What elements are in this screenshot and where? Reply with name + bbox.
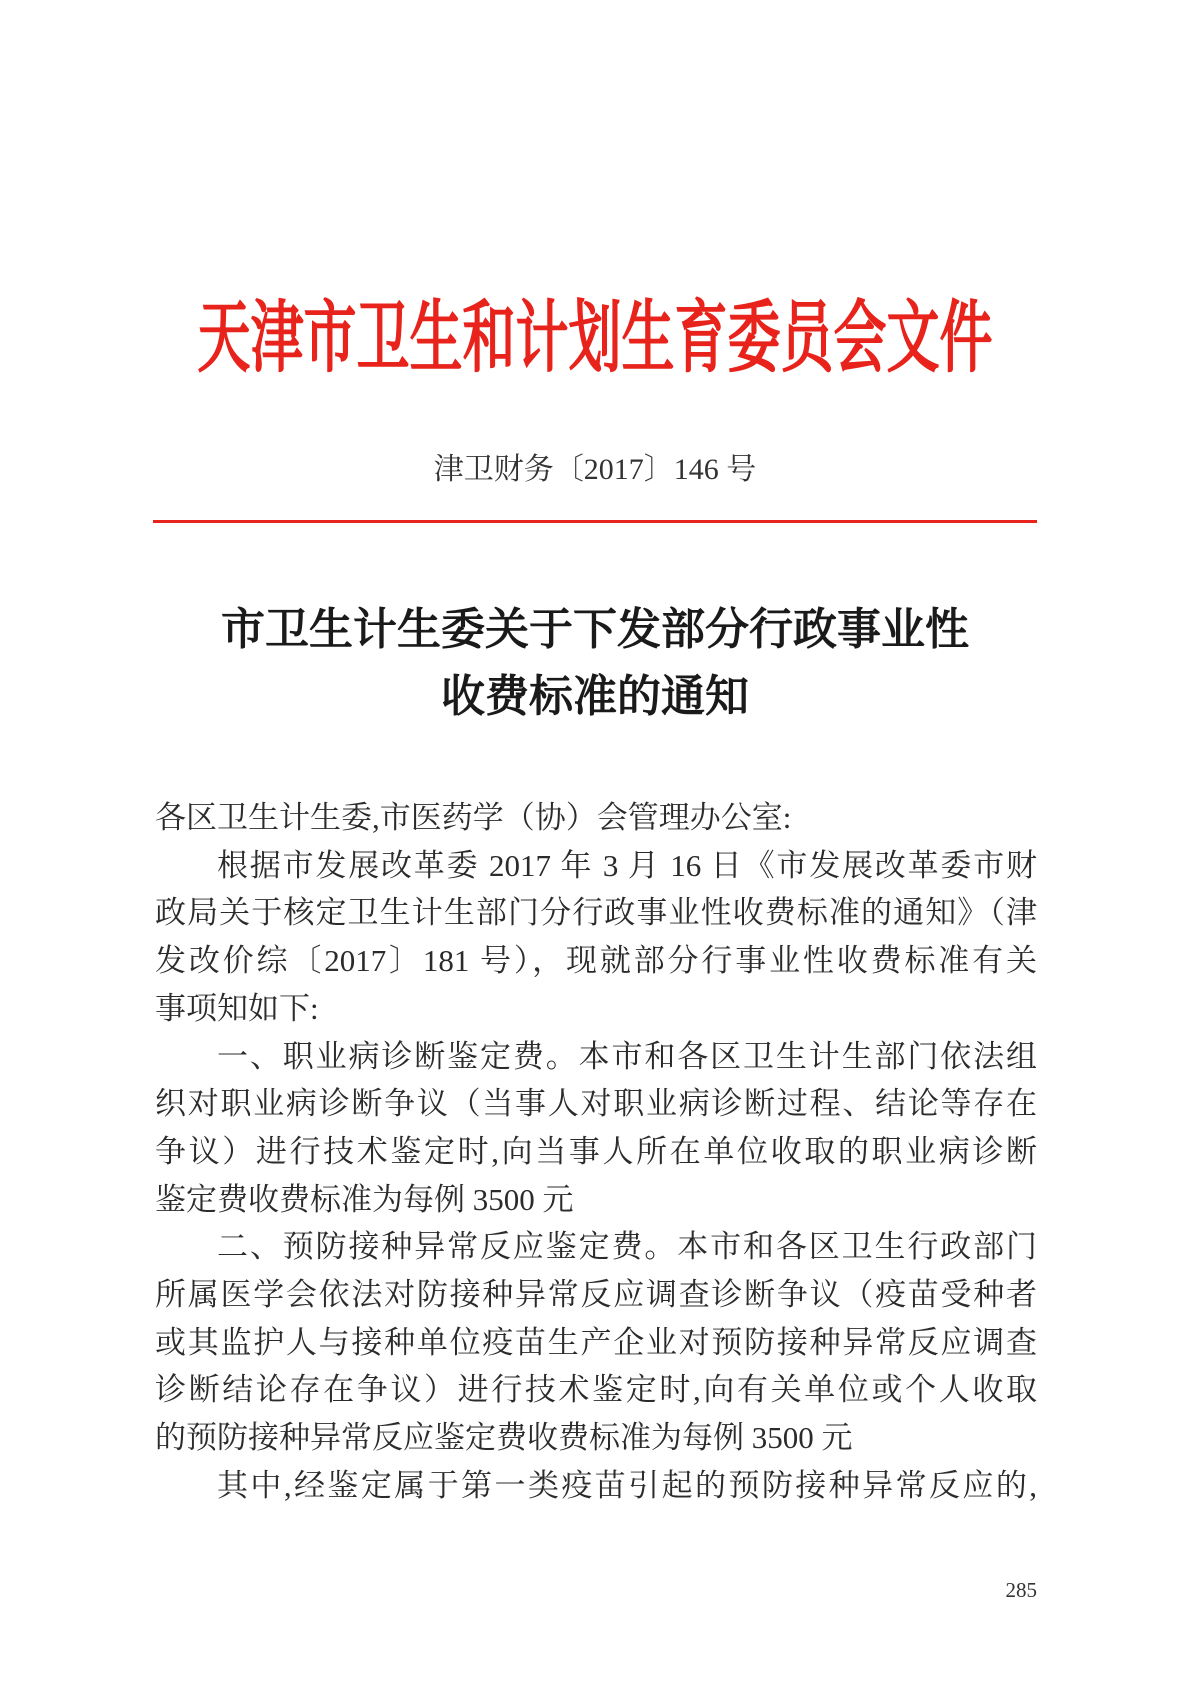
paragraph-line: 争议）进行技术鉴定时,向当事人所在单位收取的职业病诊断 xyxy=(155,1133,1037,1169)
notice-title xyxy=(0,596,1190,730)
notice-title-line-1: 市卫生计生委关于下发部分行政事业性 xyxy=(221,604,969,655)
salutation: 各区卫生计生委,市医药学（协）会管理办公室: xyxy=(155,800,792,835)
paragraph-line: 二、预防接种异常反应鉴定费。本市和各区卫生行政部门 xyxy=(217,1229,1037,1265)
body-paragraph-4 xyxy=(155,1462,1037,1510)
doc-number: 津卫财务〔2017〕146 号 xyxy=(433,453,757,486)
paragraph-line: 所属医学会依法对防接种异常反应调查诊断争议（疫苗受种者 xyxy=(155,1277,1037,1313)
paragraph-line: 其中,经鉴定属于第一类疫苗引起的预防接种异常反应的, xyxy=(217,1467,1037,1503)
paragraph-line: 根据市发展改革委 2017 年 3 月 16 日《市发展改革委市财 xyxy=(217,847,1037,883)
paragraph-line: 事项知如下: xyxy=(155,990,319,1026)
paragraph-line: 诊断结论存在争议）进行技术鉴定时,向有关单位或个人收取 xyxy=(155,1372,1037,1408)
red-divider xyxy=(153,520,1037,523)
body-paragraph-3 xyxy=(155,1223,1037,1462)
paragraph-line: 一、职业病诊断鉴定费。本市和各区卫生计生部门依法组 xyxy=(217,1038,1037,1074)
document-body xyxy=(155,794,1037,1510)
paragraph-line: 鉴定费收费标准为每例 3500 元 xyxy=(155,1181,574,1217)
paragraph-line: 的预防接种异常反应鉴定费收费标准为每例 3500 元 xyxy=(155,1420,853,1456)
paragraph-line: 织对职业病诊断争议（当事人对职业病诊断过程、结论等存在 xyxy=(155,1086,1037,1122)
page-number: 285 xyxy=(1005,1578,1037,1602)
paragraph-line: 或其监护人与接种单位疫苗生产企业对预防接种异常反应调查 xyxy=(155,1324,1037,1360)
notice-title-line-2: 收费标准的通知 xyxy=(441,671,749,722)
issuer-title: 天津市卫生和计划生育委员会文件 xyxy=(197,292,993,384)
paragraph-line: 政局关于核定卫生计生部门分行政事业性收费标准的通知》（津 xyxy=(155,895,1037,931)
body-paragraph-1 xyxy=(155,842,1037,1033)
body-paragraph-2 xyxy=(155,1033,1037,1224)
paragraph-line: 发改价综〔2017〕181 号），现就部分行事业性收费标准有关 xyxy=(155,943,1037,979)
